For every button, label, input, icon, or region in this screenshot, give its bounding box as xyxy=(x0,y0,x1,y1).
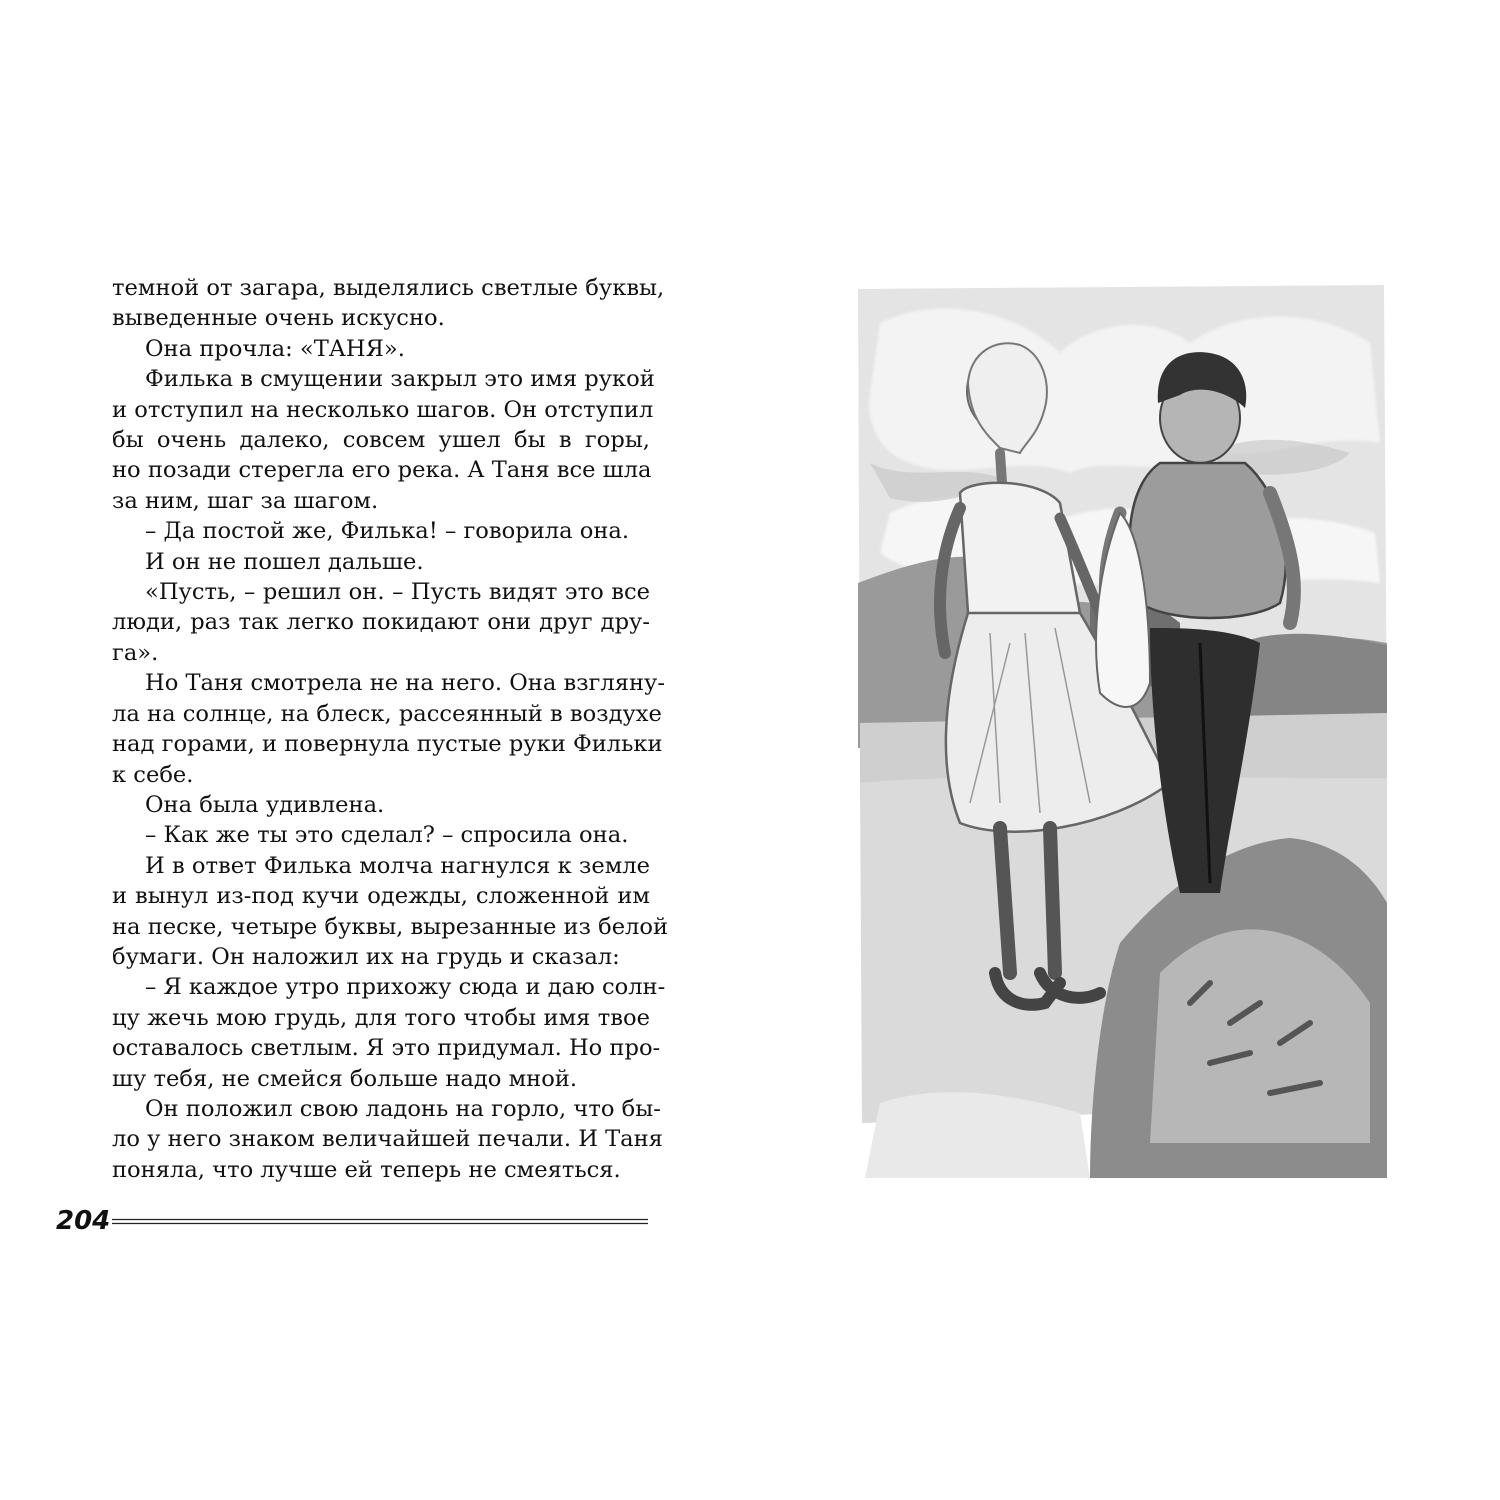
text-line: Филька в смущении закрыл это имя рукой xyxy=(145,366,655,393)
page-footer xyxy=(56,1206,650,1240)
text-line: за ним, шаг за шагом. xyxy=(112,487,379,514)
text-line: оставалось светлым. Я это придумал. Но про- xyxy=(112,1035,661,1062)
text-line: Но Таня смотрела не на него. Она взгляну- xyxy=(145,670,665,697)
text-line: но позади стерегла его река. А Таня все шла xyxy=(112,457,652,484)
text-line: бы очень далеко, совсем ушел бы в горы, xyxy=(112,427,650,454)
illustration-girl-and-boy-on-shore xyxy=(850,283,1390,1183)
text-line: – Я каждое утро прихожу сюда и даю солн- xyxy=(145,974,666,1001)
text-line: на песке, четыре буквы, вырезанные из белой xyxy=(112,913,669,940)
text-line: выведенные очень искусно. xyxy=(112,305,445,332)
text-line: поняла, что лучше ей теперь не смеяться. xyxy=(112,1156,621,1183)
text-line: к себе. xyxy=(112,761,194,788)
body-text xyxy=(112,273,669,1185)
text-line: И в ответ Филька молча нагнулся к земле xyxy=(145,852,650,879)
text-line: бумаги. Он наложил их на грудь и сказал: xyxy=(112,943,620,970)
text-line: и отступил на несколько шагов. Он отступил xyxy=(112,396,654,423)
text-line: над горами, и повернула пустые руки Фильки xyxy=(112,731,663,758)
text-line: Она была удивлена. xyxy=(145,791,385,818)
text-line: Она прочла: «ТАНЯ». xyxy=(145,335,405,362)
text-line: «Пусть, – решил он. – Пусть видят это все xyxy=(145,579,650,606)
text-line: ло у него знаком величайшей печали. И Таня xyxy=(112,1126,663,1153)
text-line: Он положил свою ладонь на горло, что бы- xyxy=(145,1095,661,1122)
text-line: шу тебя, не смейся больше надо мной. xyxy=(112,1065,578,1092)
footer-rule xyxy=(112,1218,648,1225)
text-line: И он не пошел дальше. xyxy=(145,548,424,575)
text-line: – Как же ты это сделал? – спросила она. xyxy=(145,822,629,849)
text-line: – Да постой же, Филька! – говорила она. xyxy=(145,518,630,545)
text-line: темной от загара, выделялись светлые буквы, xyxy=(112,275,665,301)
text-line: ла на солнце, на блеск, рассеянный в воздухе xyxy=(112,700,662,727)
text-line: цу жечь мою грудь, для того чтобы имя твое xyxy=(112,1004,650,1031)
text-line: люди, раз так легко покидают они друг дру- xyxy=(112,609,650,636)
text-line: га». xyxy=(112,639,159,666)
page-number: 204 xyxy=(56,1206,111,1236)
text-line: и вынул из-под кучи одежды, сложенной им xyxy=(112,883,650,910)
